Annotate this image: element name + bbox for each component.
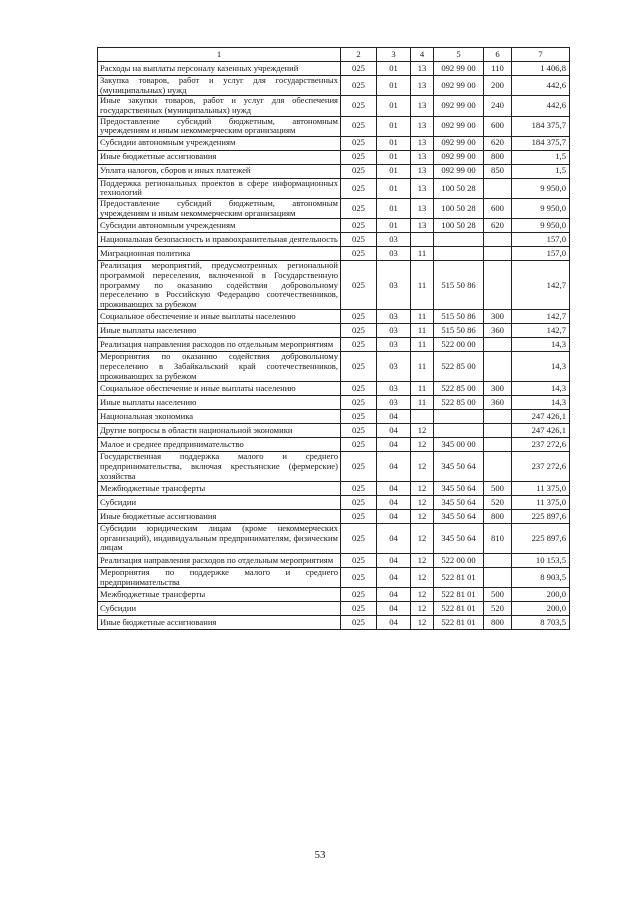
column-header: 7 (512, 48, 570, 62)
table-row (98, 136, 570, 150)
amount-cell: 442,6 (512, 96, 570, 116)
expense-type-cell: 810 (484, 524, 512, 554)
expense-name-cell: Социальное обеспечение и иные выплаты населению (98, 382, 341, 396)
table-row (98, 382, 570, 396)
column-header: 2 (341, 48, 377, 62)
target-article-cell: 522 81 01 (434, 588, 484, 602)
column-header: 3 (377, 48, 411, 62)
target-article-cell: 092 99 00 (434, 116, 484, 136)
section-cell: 03 (377, 338, 411, 352)
amount-cell: 142,7 (512, 261, 570, 310)
amount-cell: 142,7 (512, 324, 570, 338)
subsection-cell: 13 (411, 62, 434, 76)
expense-name-cell: Другие вопросы в области национальной экономики (98, 424, 341, 438)
amount-cell: 1,5 (512, 150, 570, 164)
table-row (98, 410, 570, 424)
ministry-code-cell: 025 (341, 62, 377, 76)
subsection-cell: 13 (411, 178, 434, 198)
amount-cell: 225 897,6 (512, 524, 570, 554)
expense-type-cell (484, 233, 512, 247)
subsection-cell: 12 (411, 452, 434, 482)
subsection-cell: 12 (411, 482, 434, 496)
table-row (98, 482, 570, 496)
subsection-cell: 11 (411, 310, 434, 324)
subsection-cell: 11 (411, 247, 434, 261)
subsection-cell (411, 410, 434, 424)
expense-type-cell: 360 (484, 324, 512, 338)
section-cell: 03 (377, 233, 411, 247)
amount-cell: 9 950,0 (512, 199, 570, 219)
expense-type-cell: 620 (484, 136, 512, 150)
subsection-cell: 12 (411, 510, 434, 524)
expense-name-cell: Уплата налогов, сборов и иных платежей (98, 164, 341, 178)
target-article-cell: 100 50 28 (434, 219, 484, 233)
expense-name-cell: Субсидии (98, 496, 341, 510)
table-row (98, 96, 570, 116)
section-cell: 01 (377, 199, 411, 219)
target-article-cell (434, 424, 484, 438)
expense-type-cell: 500 (484, 588, 512, 602)
ministry-code-cell: 025 (341, 438, 377, 452)
amount-cell: 9 950,0 (512, 219, 570, 233)
section-cell: 04 (377, 438, 411, 452)
ministry-code-cell: 025 (341, 178, 377, 198)
expense-name-cell: Субсидии автономным учреждениям (98, 136, 341, 150)
section-cell: 03 (377, 352, 411, 382)
table-row (98, 261, 570, 310)
expense-type-cell (484, 261, 512, 310)
subsection-cell: 11 (411, 396, 434, 410)
ministry-code-cell: 025 (341, 261, 377, 310)
section-cell: 04 (377, 510, 411, 524)
subsection-cell: 13 (411, 199, 434, 219)
subsection-cell: 12 (411, 554, 434, 568)
target-article-cell: 522 85 00 (434, 396, 484, 410)
expense-type-cell: 300 (484, 382, 512, 396)
amount-cell: 9 950,0 (512, 178, 570, 198)
table-row (98, 438, 570, 452)
table-row (98, 424, 570, 438)
amount-cell: 8 703,5 (512, 616, 570, 630)
section-cell: 03 (377, 396, 411, 410)
expense-type-cell: 500 (484, 482, 512, 496)
ministry-code-cell: 025 (341, 352, 377, 382)
target-article-cell: 345 50 64 (434, 452, 484, 482)
expense-type-cell: 360 (484, 396, 512, 410)
expense-type-cell (484, 554, 512, 568)
subsection-cell: 12 (411, 438, 434, 452)
amount-cell: 11 375,0 (512, 482, 570, 496)
expense-name-cell: Национальная безопасность и правоохранительная деятельность (98, 233, 341, 247)
expense-name-cell: Мероприятия по оказанию содействия добровольному переселению в Забайкальский край соотечественников, проживающих за рубежом (98, 352, 341, 382)
table-row (98, 310, 570, 324)
subsection-cell: 13 (411, 219, 434, 233)
target-article-cell: 522 81 01 (434, 568, 484, 588)
target-article-cell: 515 50 86 (434, 261, 484, 310)
ministry-code-cell: 025 (341, 219, 377, 233)
section-cell: 01 (377, 178, 411, 198)
expense-name-cell: Государственная поддержка малого и среднего предпринимательства, включая крестьянские (фермерские) хозяйства (98, 452, 341, 482)
expense-type-cell (484, 452, 512, 482)
ministry-code-cell: 025 (341, 310, 377, 324)
section-cell: 03 (377, 382, 411, 396)
expense-name-cell: Поддержка региональных проектов в сфере информационных технологий (98, 178, 341, 198)
subsection-cell (411, 233, 434, 247)
expense-name-cell: Малое и среднее предпринимательство (98, 438, 341, 452)
expense-type-cell: 200 (484, 76, 512, 96)
section-cell: 01 (377, 219, 411, 233)
target-article-cell: 100 50 28 (434, 199, 484, 219)
target-article-cell: 345 50 64 (434, 482, 484, 496)
section-cell: 04 (377, 602, 411, 616)
table-row (98, 602, 570, 616)
amount-cell: 247 426,1 (512, 424, 570, 438)
table-row (98, 62, 570, 76)
subsection-cell: 11 (411, 324, 434, 338)
ministry-code-cell: 025 (341, 324, 377, 338)
expense-name-cell: Реализация направления расходов по отдельным мероприятиям (98, 554, 341, 568)
ministry-code-cell: 025 (341, 588, 377, 602)
expense-name-cell: Иные закупки товаров, работ и услуг для обеспечения государственных (муниципальных) нужд (98, 96, 341, 116)
ministry-code-cell: 025 (341, 150, 377, 164)
subsection-cell: 12 (411, 424, 434, 438)
section-cell: 04 (377, 554, 411, 568)
expense-name-cell: Миграционная политика (98, 247, 341, 261)
expense-type-cell (484, 568, 512, 588)
section-cell: 04 (377, 482, 411, 496)
ministry-code-cell: 025 (341, 554, 377, 568)
subsection-cell: 13 (411, 164, 434, 178)
target-article-cell: 345 50 64 (434, 496, 484, 510)
amount-cell: 200,0 (512, 588, 570, 602)
table-row (98, 568, 570, 588)
subsection-cell: 11 (411, 338, 434, 352)
expense-type-cell (484, 410, 512, 424)
ministry-code-cell: 025 (341, 524, 377, 554)
expense-name-cell: Иные бюджетные ассигнования (98, 150, 341, 164)
ministry-code-cell: 025 (341, 199, 377, 219)
expense-name-cell: Реализация направления расходов по отдельным мероприятиям (98, 338, 341, 352)
table-row (98, 396, 570, 410)
expense-type-cell: 600 (484, 116, 512, 136)
section-cell: 04 (377, 424, 411, 438)
expense-name-cell: Иные бюджетные ассигнования (98, 616, 341, 630)
subsection-cell: 11 (411, 382, 434, 396)
target-article-cell: 522 85 00 (434, 352, 484, 382)
target-article-cell: 092 99 00 (434, 136, 484, 150)
subsection-cell: 13 (411, 96, 434, 116)
ministry-code-cell: 025 (341, 452, 377, 482)
table-row (98, 324, 570, 338)
target-article-cell: 515 50 86 (434, 324, 484, 338)
section-cell: 04 (377, 588, 411, 602)
target-article-cell: 345 50 64 (434, 510, 484, 524)
expense-type-cell: 520 (484, 602, 512, 616)
section-cell: 01 (377, 62, 411, 76)
table-row (98, 219, 570, 233)
expense-type-cell: 300 (484, 310, 512, 324)
amount-cell: 157,0 (512, 233, 570, 247)
expense-name-cell: Расходы на выплаты персоналу казенных учреждений (98, 62, 341, 76)
table-row (98, 247, 570, 261)
expense-type-cell: 800 (484, 150, 512, 164)
expense-type-cell: 800 (484, 510, 512, 524)
amount-cell: 200,0 (512, 602, 570, 616)
amount-cell: 142,7 (512, 310, 570, 324)
ministry-code-cell: 025 (341, 424, 377, 438)
ministry-code-cell: 025 (341, 510, 377, 524)
subsection-cell: 12 (411, 568, 434, 588)
expense-type-cell: 240 (484, 96, 512, 116)
ministry-code-cell: 025 (341, 338, 377, 352)
target-article-cell: 345 00 00 (434, 438, 484, 452)
section-cell: 03 (377, 247, 411, 261)
section-cell: 01 (377, 116, 411, 136)
expense-type-cell (484, 424, 512, 438)
ministry-code-cell: 025 (341, 116, 377, 136)
section-cell: 03 (377, 324, 411, 338)
table-row (98, 164, 570, 178)
amount-cell: 14,3 (512, 396, 570, 410)
amount-cell: 184 375,7 (512, 116, 570, 136)
table-row (98, 524, 570, 554)
amount-cell: 442,6 (512, 76, 570, 96)
expense-type-cell: 620 (484, 219, 512, 233)
section-cell: 01 (377, 76, 411, 96)
expense-name-cell: Межбюджетные трансферты (98, 588, 341, 602)
ministry-code-cell: 025 (341, 136, 377, 150)
expense-type-cell: 520 (484, 496, 512, 510)
subsection-cell: 11 (411, 261, 434, 310)
subsection-cell: 12 (411, 616, 434, 630)
subsection-cell: 13 (411, 150, 434, 164)
subsection-cell: 12 (411, 524, 434, 554)
expense-type-cell (484, 352, 512, 382)
table-row (98, 199, 570, 219)
table-row (98, 338, 570, 352)
amount-cell: 247 426,1 (512, 410, 570, 424)
subsection-cell: 13 (411, 76, 434, 96)
table-row (98, 510, 570, 524)
ministry-code-cell: 025 (341, 233, 377, 247)
column-header: 1 (98, 48, 341, 62)
table-row (98, 178, 570, 198)
section-cell: 03 (377, 261, 411, 310)
target-article-cell: 522 81 01 (434, 602, 484, 616)
amount-cell: 1,5 (512, 164, 570, 178)
column-header: 6 (484, 48, 512, 62)
column-header: 4 (411, 48, 434, 62)
ministry-code-cell: 025 (341, 602, 377, 616)
subsection-cell: 12 (411, 588, 434, 602)
ministry-code-cell: 025 (341, 76, 377, 96)
target-article-cell: 092 99 00 (434, 96, 484, 116)
expense-name-cell: Реализация мероприятий, предусмотренных региональной программой переселения, включенной в Государственную программу по оказанию содействия добровольному переселению в Российскую Федерацию соотечественников, проживающих за рубежом (98, 261, 341, 310)
column-header: 5 (434, 48, 484, 62)
target-article-cell (434, 247, 484, 261)
section-cell: 04 (377, 452, 411, 482)
ministry-code-cell: 025 (341, 410, 377, 424)
target-article-cell: 100 50 28 (434, 178, 484, 198)
ministry-code-cell: 025 (341, 482, 377, 496)
amount-cell: 184 375,7 (512, 136, 570, 150)
target-article-cell (434, 410, 484, 424)
ministry-code-cell: 025 (341, 164, 377, 178)
table-row (98, 588, 570, 602)
expense-name-cell: Предоставление субсидий бюджетным, автономным учреждениям и иным некоммерческим организациям (98, 116, 341, 136)
table-row (98, 116, 570, 136)
target-article-cell: 345 50 64 (434, 524, 484, 554)
section-cell: 04 (377, 410, 411, 424)
target-article-cell (434, 233, 484, 247)
amount-cell: 8 903,5 (512, 568, 570, 588)
expense-type-cell: 850 (484, 164, 512, 178)
target-article-cell: 515 50 86 (434, 310, 484, 324)
ministry-code-cell: 025 (341, 96, 377, 116)
amount-cell: 225 897,6 (512, 510, 570, 524)
expense-type-cell (484, 178, 512, 198)
expense-name-cell: Межбюджетные трансферты (98, 482, 341, 496)
expense-name-cell: Мероприятия по поддержке малого и среднего предпринимательства (98, 568, 341, 588)
target-article-cell: 092 99 00 (434, 76, 484, 96)
expense-name-cell: Национальная экономика (98, 410, 341, 424)
table-row (98, 150, 570, 164)
amount-cell: 237 272,6 (512, 438, 570, 452)
amount-cell: 10 153,5 (512, 554, 570, 568)
target-article-cell: 522 81 01 (434, 616, 484, 630)
section-cell: 04 (377, 524, 411, 554)
target-article-cell: 092 99 00 (434, 164, 484, 178)
target-article-cell: 522 00 00 (434, 338, 484, 352)
target-article-cell: 092 99 00 (434, 150, 484, 164)
amount-cell: 14,3 (512, 338, 570, 352)
amount-cell: 14,3 (512, 382, 570, 396)
ministry-code-cell: 025 (341, 382, 377, 396)
section-cell: 03 (377, 310, 411, 324)
amount-cell: 237 272,6 (512, 452, 570, 482)
ministry-code-cell: 025 (341, 396, 377, 410)
table-row (98, 554, 570, 568)
amount-cell: 157,0 (512, 247, 570, 261)
subsection-cell: 11 (411, 352, 434, 382)
subsection-cell: 12 (411, 602, 434, 616)
expense-type-cell: 600 (484, 199, 512, 219)
expense-name-cell: Субсидии (98, 602, 341, 616)
expense-type-cell: 800 (484, 616, 512, 630)
expense-name-cell: Иные бюджетные ассигнования (98, 510, 341, 524)
expense-name-cell: Субсидии юридическим лицам (кроме некоммерческих организаций), индивидуальным предпринимателям, физическим лицам (98, 524, 341, 554)
subsection-cell: 12 (411, 496, 434, 510)
ministry-code-cell: 025 (341, 616, 377, 630)
expense-name-cell: Закупка товаров, работ и услуг для государственных (муниципальных) нужд (98, 76, 341, 96)
table-row (98, 496, 570, 510)
expense-name-cell: Иные выплаты населению (98, 396, 341, 410)
subsection-cell: 13 (411, 116, 434, 136)
section-cell: 01 (377, 150, 411, 164)
amount-cell: 11 375,0 (512, 496, 570, 510)
table-row (98, 233, 570, 247)
target-article-cell: 092 99 00 (434, 62, 484, 76)
page-number: 53 (314, 849, 326, 861)
expense-type-cell (484, 247, 512, 261)
ministry-code-cell: 025 (341, 496, 377, 510)
header-row (98, 48, 570, 62)
section-cell: 01 (377, 96, 411, 116)
table-row (98, 352, 570, 382)
amount-cell: 14,3 (512, 352, 570, 382)
target-article-cell: 522 00 00 (434, 554, 484, 568)
section-cell: 01 (377, 136, 411, 150)
table-row (98, 452, 570, 482)
ministry-code-cell: 025 (341, 568, 377, 588)
budget-table (97, 47, 570, 630)
expense-name-cell: Предоставление субсидий бюджетным, автономным учреждениям и иным некоммерческим организациям (98, 199, 341, 219)
target-article-cell: 522 85 00 (434, 382, 484, 396)
amount-cell: 1 406,8 (512, 62, 570, 76)
section-cell: 04 (377, 616, 411, 630)
expense-name-cell: Субсидии автономным учреждениям (98, 219, 341, 233)
ministry-code-cell: 025 (341, 247, 377, 261)
expense-type-cell: 110 (484, 62, 512, 76)
expense-type-cell (484, 338, 512, 352)
table-row (98, 616, 570, 630)
table-row (98, 76, 570, 96)
section-cell: 01 (377, 164, 411, 178)
subsection-cell: 13 (411, 136, 434, 150)
expense-type-cell (484, 438, 512, 452)
section-cell: 04 (377, 568, 411, 588)
section-cell: 04 (377, 496, 411, 510)
expense-name-cell: Иные выплаты населению (98, 324, 341, 338)
expense-name-cell: Социальное обеспечение и иные выплаты населению (98, 310, 341, 324)
